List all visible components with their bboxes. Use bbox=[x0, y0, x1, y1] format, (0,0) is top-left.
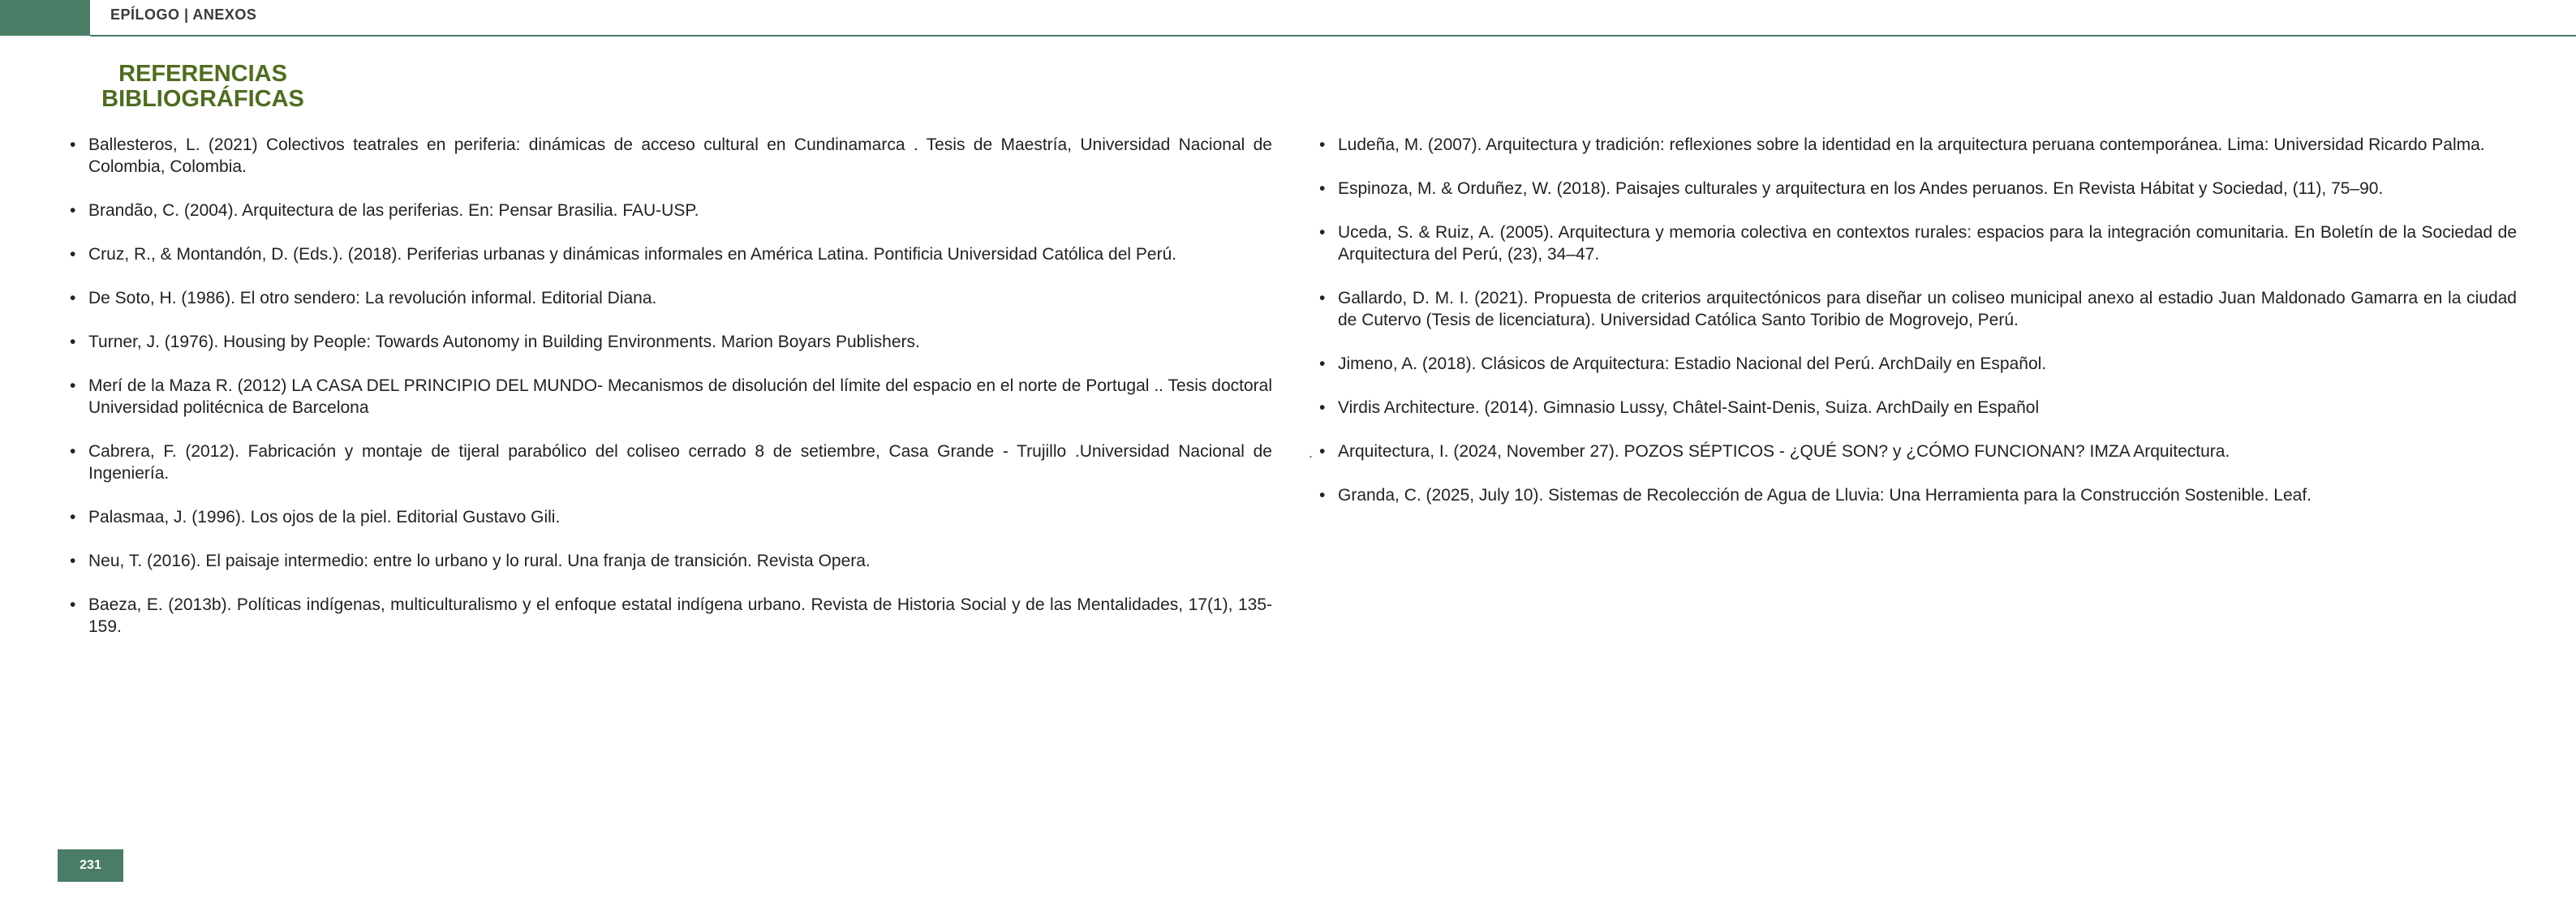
reference-item: • Cabrera, F. (2012). Fabricación y montaje de tijeral parabólico del coliseo cerrado 8 de setiembre, Casa Grande - Trujillo .Universidad Nacional de Ingeniería. bbox=[70, 440, 1272, 484]
page-number: 231 bbox=[80, 858, 101, 872]
reference-item: • Ballesteros, L. (2021) Colectivos teatrales en periferia: dinámicas de acceso cultural en Cundinamarca . Tesis de Maestría, Universidad Nacional de Colombia, Colombia. bbox=[70, 134, 1272, 178]
reference-item: • Jimeno, A. (2018). Clásicos de Arquitectura: Estadio Nacional del Perú. ArchDaily en Español. bbox=[1319, 353, 2517, 375]
references-right-column bbox=[1319, 134, 2517, 528]
stray-mark: . bbox=[1309, 445, 1314, 461]
reference-item: • Baeza, E. (2013b). Políticas indígenas, multiculturalismo y el enfoque estatal indígena urbano. Revista de Historia Social y de las Mentalidades, 17(1), 135-159. bbox=[70, 594, 1272, 638]
reference-item: • Espinoza, M. & Orduñez, W. (2018). Paisajes culturales y arquitectura en los Andes peruanos. En Revista Hábitat y Sociedad, (11), 75–90. bbox=[1319, 178, 2517, 200]
reference-item: • De Soto, H. (1986). El otro sendero: La revolución informal. Editorial Diana. bbox=[70, 287, 1272, 309]
page-title bbox=[81, 62, 325, 112]
page-title-line-1: REFERENCIAS bbox=[118, 61, 287, 87]
page-title-line-2: BIBLIOGRÁFICAS bbox=[101, 86, 304, 112]
section-label: EPÍLOGO | ANEXOS bbox=[110, 6, 257, 23]
reference-item: • Virdis Architecture. (2014). Gimnasio Lussy, Châtel-Saint-Denis, Suiza. ArchDaily en Español bbox=[1319, 397, 2517, 419]
reference-item: • Merí de la Maza R. (2012) LA CASA DEL PRINCIPIO DEL MUNDO- Mecanismos de disolución del límite del espacio en el norte de Portugal .. Tesis doctoral Universidad politécnica de Barcelona bbox=[70, 375, 1272, 419]
page-number-badge bbox=[58, 849, 123, 882]
reference-item: • Ludeña, M. (2007). Arquitectura y tradición: reflexiones sobre la identidad en la arquitectura peruana contemporánea. Lima: Universidad Ricardo Palma. bbox=[1319, 134, 2517, 156]
reference-item: • Cruz, R., & Montandón, D. (Eds.). (2018). Periferias urbanas y dinámicas informales en América Latina. Pontificia Universidad Católica del Perú. bbox=[70, 243, 1272, 265]
page-header bbox=[0, 0, 2576, 36]
reference-item: • Neu, T. (2016). El paisaje intermedio: entre lo urbano y lo rural. Una franja de transición. Revista Opera. bbox=[70, 550, 1272, 572]
reference-item: • Uceda, S. & Ruiz, A. (2005). Arquitectura y memoria colectiva en contextos rurales: espacios para la integración comunitaria. En Boletín de la Sociedad de Arquitectura del Perú, (23), 34–47. bbox=[1319, 221, 2517, 265]
references-left-column bbox=[70, 134, 1272, 660]
reference-item: • Gallardo, D. M. I. (2021). Propuesta de criterios arquitectónicos para diseñar un coliseo municipal anexo al estadio Juan Maldonado Gamarra en la ciudad de Cutervo (Tesis de licenciatura). Universidad Católica Santo Toribio de Mogrovejo, Perú. bbox=[1319, 287, 2517, 331]
reference-item: • Brandão, C. (2004). Arquitectura de las periferias. En: Pensar Brasilia. FAU-USP. bbox=[70, 200, 1272, 221]
reference-item: • Palasmaa, J. (1996). Los ojos de la piel. Editorial Gustavo Gili. bbox=[70, 506, 1272, 528]
reference-item: • Turner, J. (1976). Housing by People: Towards Autonomy in Building Environments. Marion Boyars Publishers. bbox=[70, 331, 1272, 353]
reference-item: • Arquitectura, I. (2024, November 27). POZOS SÉPTICOS - ¿QUÉ SON? y ¿CÓMO FUNCIONAN? IMZA Arquitectura. bbox=[1319, 440, 2517, 462]
header-accent-block bbox=[0, 0, 90, 36]
header-divider bbox=[90, 35, 2576, 37]
reference-item: • Granda, C. (2025, July 10). Sistemas de Recolección de Agua de Lluvia: Una Herramienta para la Construcción Sostenible. Leaf. bbox=[1319, 484, 2517, 506]
